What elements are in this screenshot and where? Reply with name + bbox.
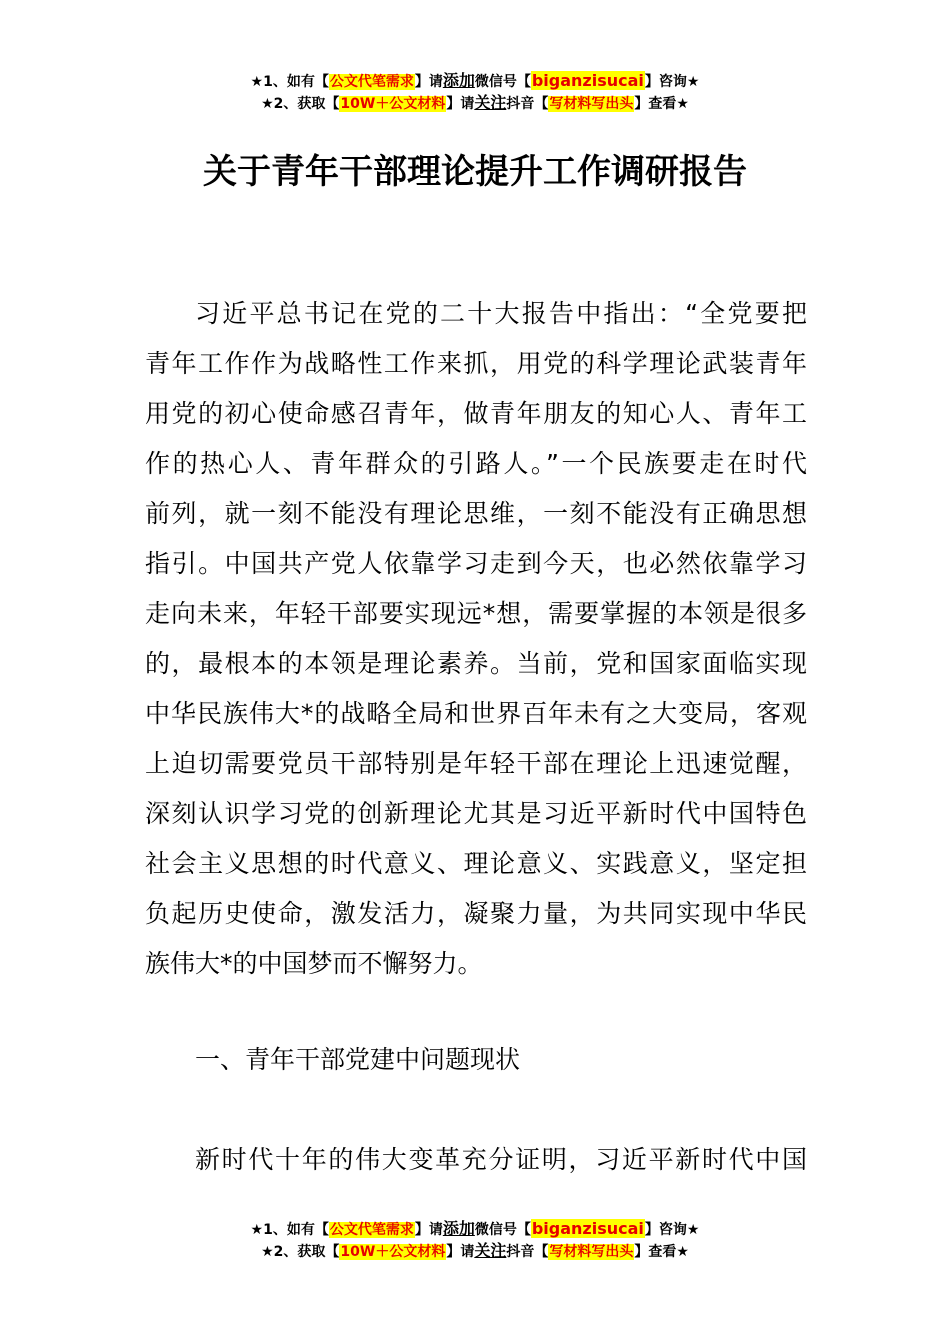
banner-line-1 bbox=[0, 1218, 950, 1240]
banner-line-2 bbox=[0, 1240, 950, 1262]
highlight-wechat-id: biganzisucai bbox=[531, 71, 644, 90]
banner-text: 】咨询★ bbox=[644, 1222, 700, 1238]
highlight-douyin-account: 写材料写出头 bbox=[549, 96, 634, 112]
banner-text: 】请 bbox=[446, 96, 475, 112]
paragraph-line: 负起历史使命，激发活力，凝聚力量，为共同实现中华民 bbox=[145, 899, 807, 928]
paragraph-line: 青年工作作为战略性工作来抓，用党的科学理论武装青年 bbox=[145, 349, 807, 378]
banner-emphasis: 添加 bbox=[442, 71, 475, 90]
paragraph-line: 前列，就一刻不能没有理论思维，一刻不能没有正确思想 bbox=[145, 499, 807, 528]
highlight-wechat-id: biganzisucai bbox=[531, 1219, 644, 1238]
banner-emphasis: 关注 bbox=[474, 93, 507, 112]
banner-text: 】查看★ bbox=[634, 96, 689, 112]
banner-line-2 bbox=[0, 92, 950, 114]
highlight-douyin-account: 写材料写出头 bbox=[549, 1244, 634, 1260]
paragraph-intro bbox=[145, 289, 807, 989]
highlight-materials: 10W＋公文材料 bbox=[340, 1244, 446, 1260]
banner-line-1 bbox=[0, 70, 950, 92]
paragraph-line: 用党的初心使命感召青年，做青年朋友的知心人、青年工 bbox=[145, 399, 807, 428]
banner-text: 】请 bbox=[446, 1244, 475, 1260]
banner-text: 】请 bbox=[414, 1222, 443, 1238]
banner-text: ★1、如有【 bbox=[250, 1222, 329, 1238]
banner-text: 微信号【 bbox=[474, 74, 531, 90]
header-banner bbox=[0, 70, 950, 114]
section-heading-text: 一、青年干部党建中问题现状 bbox=[195, 1045, 521, 1074]
section-heading bbox=[145, 1035, 807, 1085]
banner-text: 】查看★ bbox=[634, 1244, 689, 1260]
paragraph-line: 上迫切需要党员干部特别是年轻干部在理论上迅速觉醒， bbox=[145, 749, 807, 778]
paragraph-section-1 bbox=[145, 1135, 807, 1185]
banner-text: 微信号【 bbox=[474, 1222, 531, 1238]
paragraph-line: 作的热心人、青年群众的引路人。”一个民族要走在时代 bbox=[145, 449, 807, 478]
paragraph-line: 中华民族伟大*的战略全局和世界百年未有之大变局，客观 bbox=[145, 699, 807, 728]
highlight-materials: 10W＋公文材料 bbox=[340, 96, 446, 112]
banner-text: 抖音【 bbox=[506, 96, 549, 112]
document-title: 关于青年干部理论提升工作调研报告 bbox=[203, 152, 747, 192]
banner-text: ★1、如有【 bbox=[250, 74, 329, 90]
banner-text: 】咨询★ bbox=[644, 74, 700, 90]
paragraph-line: 指引。中国共产党人依靠学习走到今天，也必然依靠学习 bbox=[145, 549, 807, 578]
banner-emphasis: 添加 bbox=[442, 1219, 475, 1238]
paragraph-line: 社会主义思想的时代意义、理论意义、实践意义，坚定担 bbox=[145, 849, 807, 878]
paragraph-line: 走向未来，年轻干部要实现远*想，需要掌握的本领是很多 bbox=[145, 599, 807, 628]
banner-text: 抖音【 bbox=[506, 1244, 549, 1260]
highlight-service: 公文代笔需求 bbox=[329, 74, 414, 90]
paragraph-line: 习近平总书记在党的二十大报告中指出：“全党要把 bbox=[195, 299, 807, 328]
banner-text: ★2、获取【 bbox=[261, 1244, 340, 1260]
paragraph-line: 族伟大*的中国梦而不懈努力。 bbox=[145, 949, 483, 978]
footer-banner bbox=[0, 1218, 950, 1262]
paragraph-line: 深刻认识学习党的创新理论尤其是习近平新时代中国特色 bbox=[145, 799, 807, 828]
banner-text: 】请 bbox=[414, 74, 443, 90]
banner-emphasis: 关注 bbox=[474, 1241, 507, 1260]
paragraph-line: 的，最根本的本领是理论素养。当前，党和国家面临实现 bbox=[145, 649, 807, 678]
paragraph-line: 新时代十年的伟大变革充分证明，习近平新时代中国 bbox=[195, 1145, 807, 1174]
highlight-service: 公文代笔需求 bbox=[329, 1222, 414, 1238]
banner-text: ★2、获取【 bbox=[261, 96, 340, 112]
